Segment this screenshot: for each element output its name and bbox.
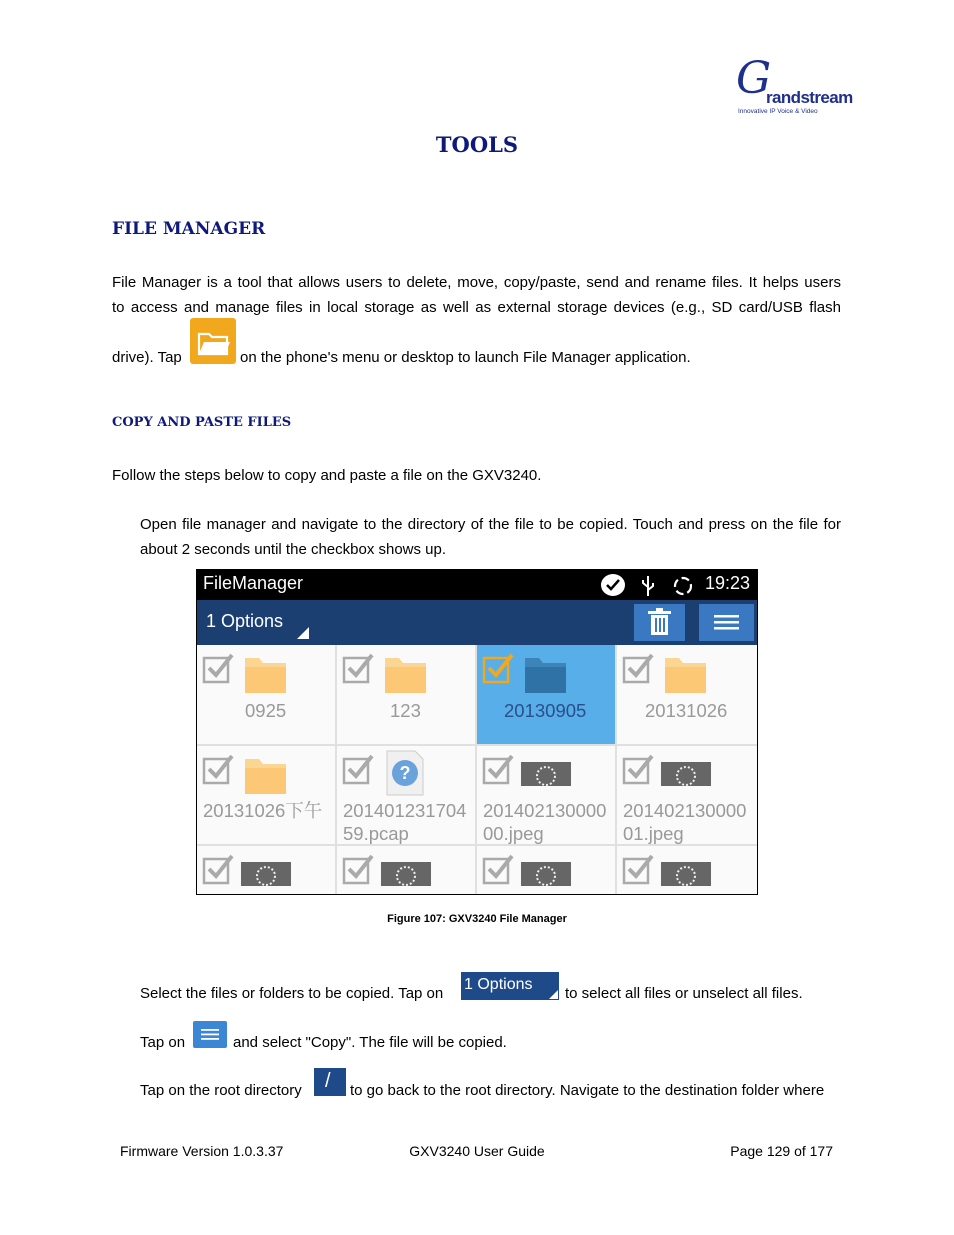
menu-button[interactable] — [699, 604, 754, 641]
step3-text-b: and select "Copy". The file will be copied. — [233, 1034, 507, 1051]
checkbox-icon — [342, 851, 376, 885]
dropdown-corner-icon — [297, 627, 309, 639]
status-bar — [197, 570, 757, 600]
step4-text-b: to go back to the root directory. Navigate to the destination folder where — [350, 1082, 825, 1099]
subsection-heading: COPY AND PASTE FILES — [112, 415, 292, 430]
file-name: 201402130000 00.jpeg — [483, 800, 607, 844]
file-cell[interactable] — [337, 645, 475, 744]
file-name: 201402130000 01.jpeg — [623, 800, 747, 844]
file-name: 20131026下午 — [203, 800, 323, 821]
file-cell[interactable] — [617, 746, 757, 844]
image-icon — [521, 762, 571, 786]
file-cell[interactable] — [197, 645, 335, 744]
footer-firmware: Firmware Version 1.0.3.37 — [120, 1143, 284, 1159]
file-name: 20131026 — [645, 700, 728, 721]
step4-text-a: Tap on the root directory — [140, 1082, 302, 1099]
file-cell[interactable] — [477, 846, 615, 895]
trash-icon — [634, 604, 685, 641]
intro-line-1: File Manager is a tool that allows users to delete, move, copy/paste, send and rename files. It helps users — [112, 274, 841, 291]
step2-text-b: to select all files or unselect all files. — [565, 985, 803, 1002]
image-icon — [241, 862, 291, 886]
intro-line-2: to access and manage files in local storage as well as external storage devices (e.g., SD card/USB flash — [112, 299, 841, 316]
folder-icon — [190, 318, 236, 364]
step3-text-a: Tap on — [140, 1034, 186, 1051]
app-title: FileManager — [203, 573, 304, 593]
options-button-label: 1 Options — [464, 976, 533, 993]
root-directory-label: / — [325, 1070, 331, 1092]
delete-button[interactable] — [634, 604, 685, 641]
options-dropdown[interactable]: 1 Options — [206, 611, 284, 631]
logo-tagline: Innovative IP Voice & Video — [738, 108, 818, 115]
checkbox-icon — [622, 650, 656, 684]
checkbox-icon — [482, 751, 516, 785]
file-cell[interactable] — [337, 746, 475, 844]
follow-steps-text: Follow the steps below to copy and paste a file on the GXV3240. — [112, 467, 542, 484]
options-button-image — [461, 972, 559, 1000]
logo-name: randstream — [766, 88, 853, 107]
intro-line-3-b: on the phone's menu or desktop to launch File Manager application. — [240, 349, 691, 366]
folder-icon — [524, 652, 567, 694]
step1-line-2: about 2 seconds until the checkbox shows up. — [140, 541, 447, 558]
svg-text:?: ? — [399, 763, 411, 783]
logo-letter: G — [736, 53, 772, 104]
checkbox-icon — [342, 650, 376, 684]
file-cell[interactable] — [617, 846, 757, 895]
file-cell[interactable] — [617, 645, 757, 744]
step1-line-1: Open file manager and navigate to the directory of the file to be copied. Touch and press on the file for — [140, 516, 841, 533]
usb-icon — [640, 575, 656, 597]
folder-icon — [244, 753, 287, 795]
file-cell[interactable] — [477, 746, 615, 844]
menu-icon — [193, 1021, 227, 1048]
file-grid — [197, 645, 757, 894]
figure-caption: Figure 107: GXV3240 File Manager — [387, 913, 567, 925]
checkbox-icon — [202, 851, 236, 885]
menu-icon — [699, 604, 754, 641]
checkbox-icon — [482, 851, 516, 885]
menu-button-image — [193, 1021, 227, 1048]
folder-icon — [384, 652, 427, 694]
image-icon — [381, 862, 431, 886]
file-cell-selected[interactable] — [477, 645, 615, 744]
footer-guide: GXV3240 User Guide — [409, 1143, 545, 1159]
checkbox-checked-icon — [482, 650, 516, 684]
file-manager-screenshot — [196, 569, 758, 895]
footer-page: Page 129 of 177 — [730, 1143, 833, 1159]
grandstream-logo — [736, 53, 853, 118]
folder-icon — [664, 652, 707, 694]
image-icon — [661, 762, 711, 786]
page-title: TOOLS — [435, 132, 519, 157]
checkbox-icon — [622, 751, 656, 785]
file-name: 20130905 — [504, 700, 587, 721]
check-icon — [600, 573, 626, 597]
step2-text-a: Select the files or folders to be copied. Tap on — [140, 985, 444, 1002]
file-name: 201401231704 59.pcap — [343, 800, 467, 844]
sync-icon — [672, 575, 694, 597]
image-icon — [661, 862, 711, 886]
root-directory-button-image — [314, 1068, 346, 1096]
dropdown-corner-icon — [549, 990, 558, 999]
image-icon — [521, 862, 571, 886]
clock: 19:23 — [705, 573, 751, 593]
file-cell[interactable] — [197, 746, 335, 844]
question-icon — [385, 749, 425, 797]
section-heading: FILE MANAGER — [112, 219, 266, 239]
file-cell[interactable] — [337, 846, 475, 895]
file-manager-app-icon — [190, 318, 236, 364]
file-name: 123 — [390, 700, 421, 721]
file-cell[interactable] — [197, 846, 335, 895]
folder-icon — [244, 652, 287, 694]
checkbox-icon — [342, 751, 376, 785]
action-bar — [197, 600, 757, 645]
checkbox-icon — [622, 851, 656, 885]
checkbox-icon — [202, 751, 236, 785]
intro-line-3-a: drive). Tap — [112, 349, 182, 366]
checkbox-icon — [202, 650, 236, 684]
file-name: 0925 — [245, 700, 287, 721]
